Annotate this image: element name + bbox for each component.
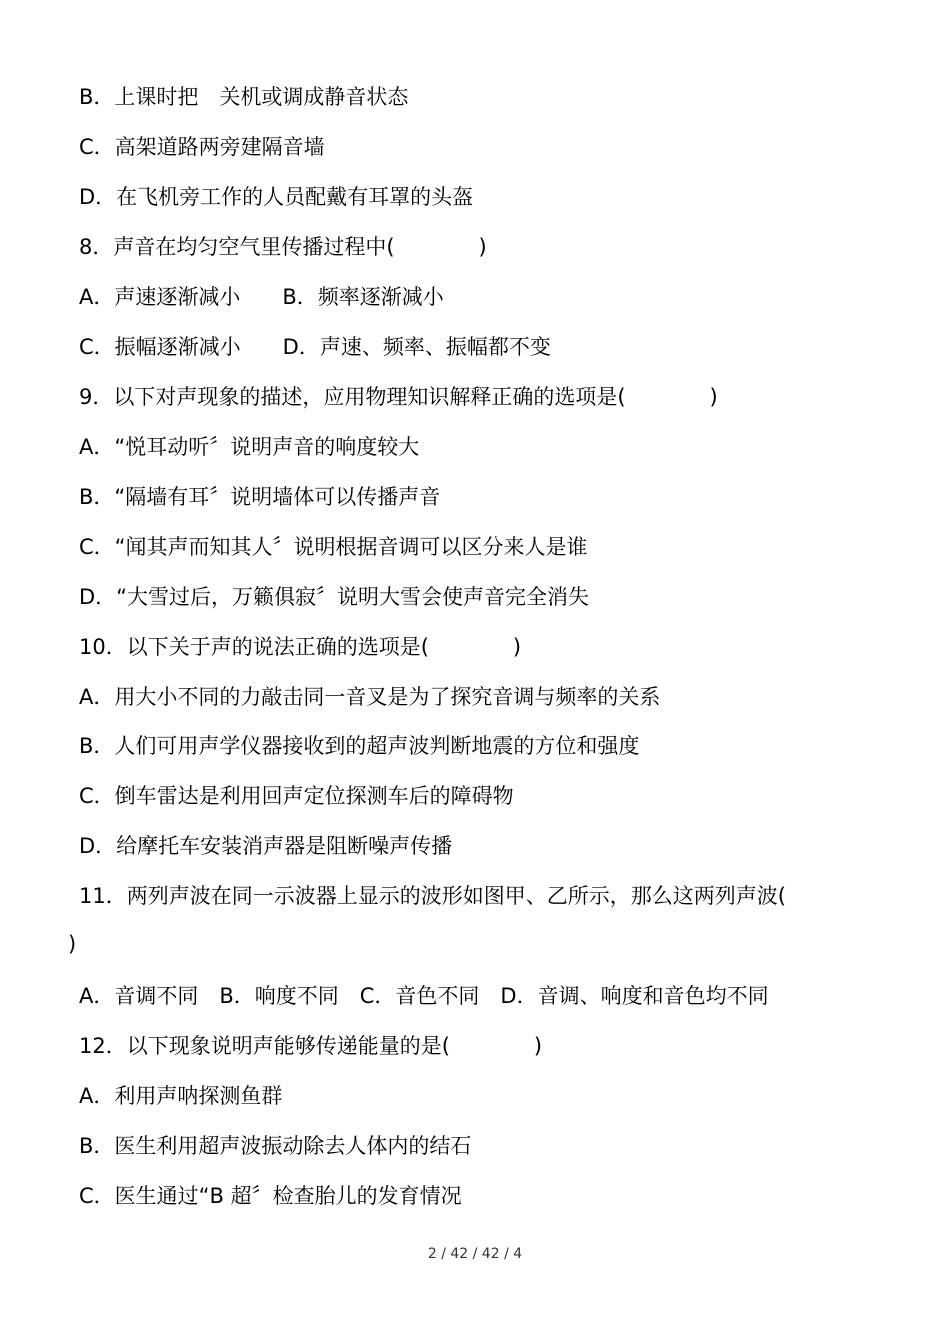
page-number-footer: 2 / 42 / 42 / 4	[427, 1246, 523, 1262]
question-9-option-a: A．“悦耳动听〞说明声音的响度较大	[79, 435, 420, 459]
question-9: 9．以下对声现象的描述，应用物理知识解释正确的选项是( )	[79, 385, 718, 409]
question-12-option-c: C．医生通过“B 超〞检查胎儿的发育情况	[79, 1184, 462, 1208]
question-10-option-a: A．用大小不同的力敲击同一音叉是为了探究音调与频率的关系	[79, 685, 661, 709]
question-10-option-d: D．给摩托车安装消声器是阻断噪声传播	[79, 834, 453, 858]
question-10-option-c: C．倒车雷达是利用回声定位探测车后的障碍物	[79, 784, 514, 808]
question-11-continuation: )	[68, 932, 77, 956]
question-10-option-b: B．人们可用声学仪器接收到的超声波判断地震的方位和强度	[79, 734, 640, 758]
option-d-ear-protector: D．在飞机旁工作的人员配戴有耳罩的头盔	[79, 185, 474, 209]
option-b-phone-silent: B．上课时把 关机或调成静音状态	[79, 85, 409, 109]
question-12-option-b: B．医生利用超声波振动除去人体内的结石	[79, 1134, 472, 1158]
question-12-option-a: A．利用声呐探测鱼群	[79, 1084, 283, 1108]
question-12: 12．以下现象说明声能够传递能量的是( )	[79, 1034, 543, 1058]
question-10: 10．以下关于声的说法正确的选项是( )	[79, 635, 522, 659]
question-9-option-d: D．“大雪过后，万籁俱寂〞说明大雪会使声音完全消失	[79, 585, 590, 609]
question-8-options-ab: A．声速逐渐减小 B．频率逐渐减小	[79, 285, 444, 309]
question-9-option-c: C．“闻其声而知其人〞说明根据音调可以区分来人是谁	[79, 535, 588, 559]
question-11: 11．两列声波在同一示波器上显示的波形如图甲、乙所示，那么这两列声波(	[79, 884, 786, 908]
question-9-option-b: B．“隔墙有耳〞说明墙体可以传播声音	[79, 485, 441, 509]
question-8: 8．声音在均匀空气里传播过程中( )	[79, 235, 487, 259]
option-c-sound-barrier: C．高架道路两旁建隔音墙	[79, 135, 325, 159]
question-11-options: A．音调不同 B．响度不同 C．音色不同 D．音调、响度和音色均不同	[79, 984, 769, 1008]
question-8-options-cd: C．振幅逐渐减小 D．声速、频率、振幅都不变	[79, 335, 551, 359]
